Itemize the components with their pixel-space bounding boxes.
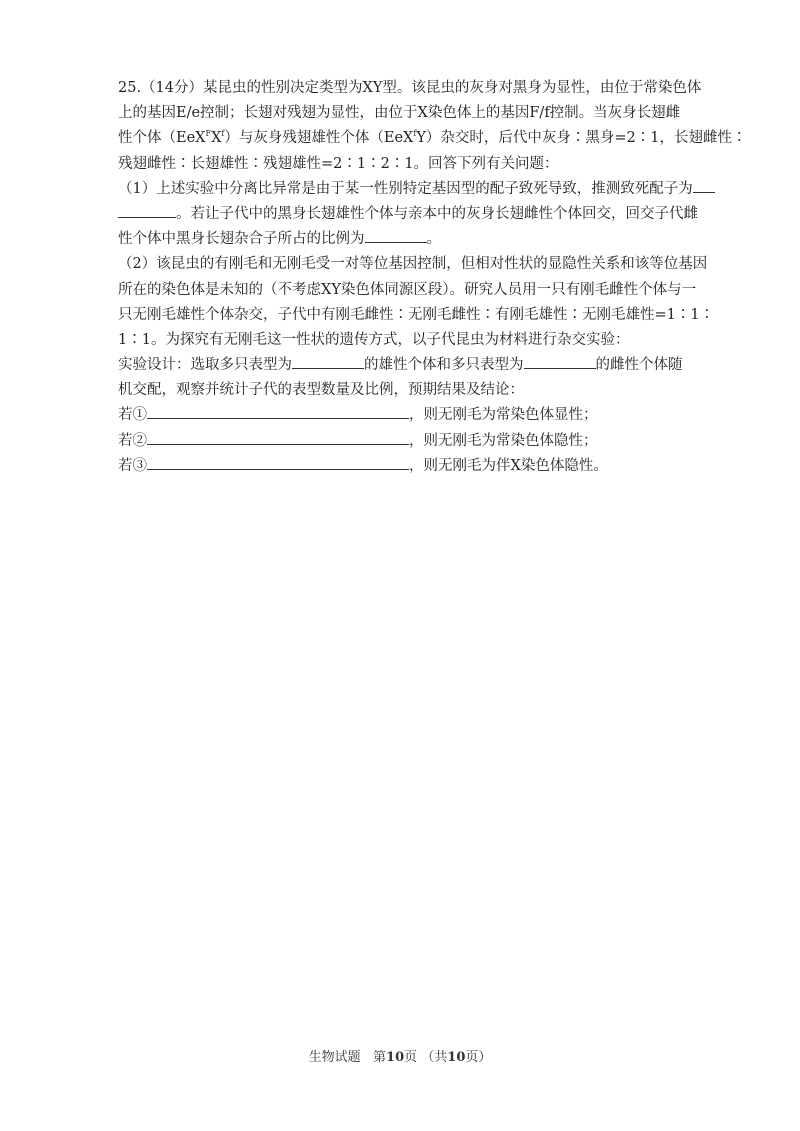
superscript: F <box>205 129 212 139</box>
question-line: 残翅雌性∶长翅雄性∶残翅雄性=2∶1∶2∶1。回答下列有关问题： <box>118 155 559 172</box>
design-line: 机交配，观察并统计子代的表型数量及比例，预期结果及结论： <box>118 382 524 399</box>
result-line-3: 若③ ，则无刚毛为伴X染色体隐性。 <box>118 454 690 479</box>
part2-line: （2）该昆虫的有刚毛和无刚毛受一对等位基因控制，但相对性状的显隐性关系和该等位基因 <box>118 256 708 273</box>
part2-line: 只无刚毛雄性个体杂交，子代中有刚毛雌性∶无刚毛雌性∶有刚毛雄性∶无刚毛雄性=1∶1∶ <box>118 306 715 323</box>
question-line-genotypes: 性个体$(EeX^FX^f)$与灰身残翅雄性个体（EeX$^f$Y）杂交时，后代中灰身∶黑身=2∶1，长翅雌性∶ <box>118 129 747 147</box>
result-line-1: 若① ，则无刚毛为常染色体显性； <box>118 403 690 428</box>
design-line: 实验设计：选取多只表型为 的雄性个体和多只表型为 的雌性个体随 <box>118 353 690 378</box>
footer-page-total: 10 <box>447 1050 466 1065</box>
part1-line: 性个体中黑身长翅杂合子所占的比例为 。 <box>118 227 690 252</box>
answer-blank-lethal-gamete[interactable] <box>693 177 715 193</box>
answer-blank-female-phenotype[interactable] <box>524 353 596 369</box>
part1-line: （1）上述实验中分离比异常是由于某一性别特定基因型的配子致死导致，推测致死配子为 <box>118 177 690 202</box>
question-line: 上的基因E/e控制；长翅对残翅为显性，由位于X染色体上的基因F/f控制。当灰身长翅雌 <box>118 105 681 122</box>
part2-line: 1∶1。为探究有无刚毛这一性状的遗传方式，以子代昆虫为材料进行杂交实验： <box>118 331 630 348</box>
footer-page-info: 第10页 （共10页） <box>373 1050 492 1065</box>
answer-blank-result-1[interactable] <box>147 403 409 419</box>
result-line-2: 若② ，则无刚毛为常染色体隐性； <box>118 429 690 454</box>
question-25 <box>118 76 747 479</box>
part1-line: 。若让子代中的黑身长翅雄性个体与亲本中的灰身长翅雌性个体回交，回交子代雌 <box>118 202 690 227</box>
page-footer <box>0 1046 800 1065</box>
answer-blank-male-phenotype[interactable] <box>292 353 364 369</box>
superscript: f <box>221 129 225 139</box>
answer-blank-result-3[interactable] <box>147 454 409 470</box>
part2-line: 所在的染色体是未知的（不考虑XY染色体同源区段）。研究人员用一只有刚毛雌性个体与一 <box>118 281 697 298</box>
footer-subject: 生物试题 <box>308 1050 361 1065</box>
answer-blank-lethal-gamete-cont[interactable] <box>118 202 176 218</box>
footer-page-number: 10 <box>386 1050 405 1065</box>
superscript: f <box>413 129 417 139</box>
answer-blank-ratio[interactable] <box>365 227 427 243</box>
question-line: 25.（14分）某昆虫的性别决定类型为XY型。该昆虫的灰身对黑身为显性，由位于常染色体 <box>118 80 702 96</box>
answer-blank-result-2[interactable] <box>147 429 409 445</box>
